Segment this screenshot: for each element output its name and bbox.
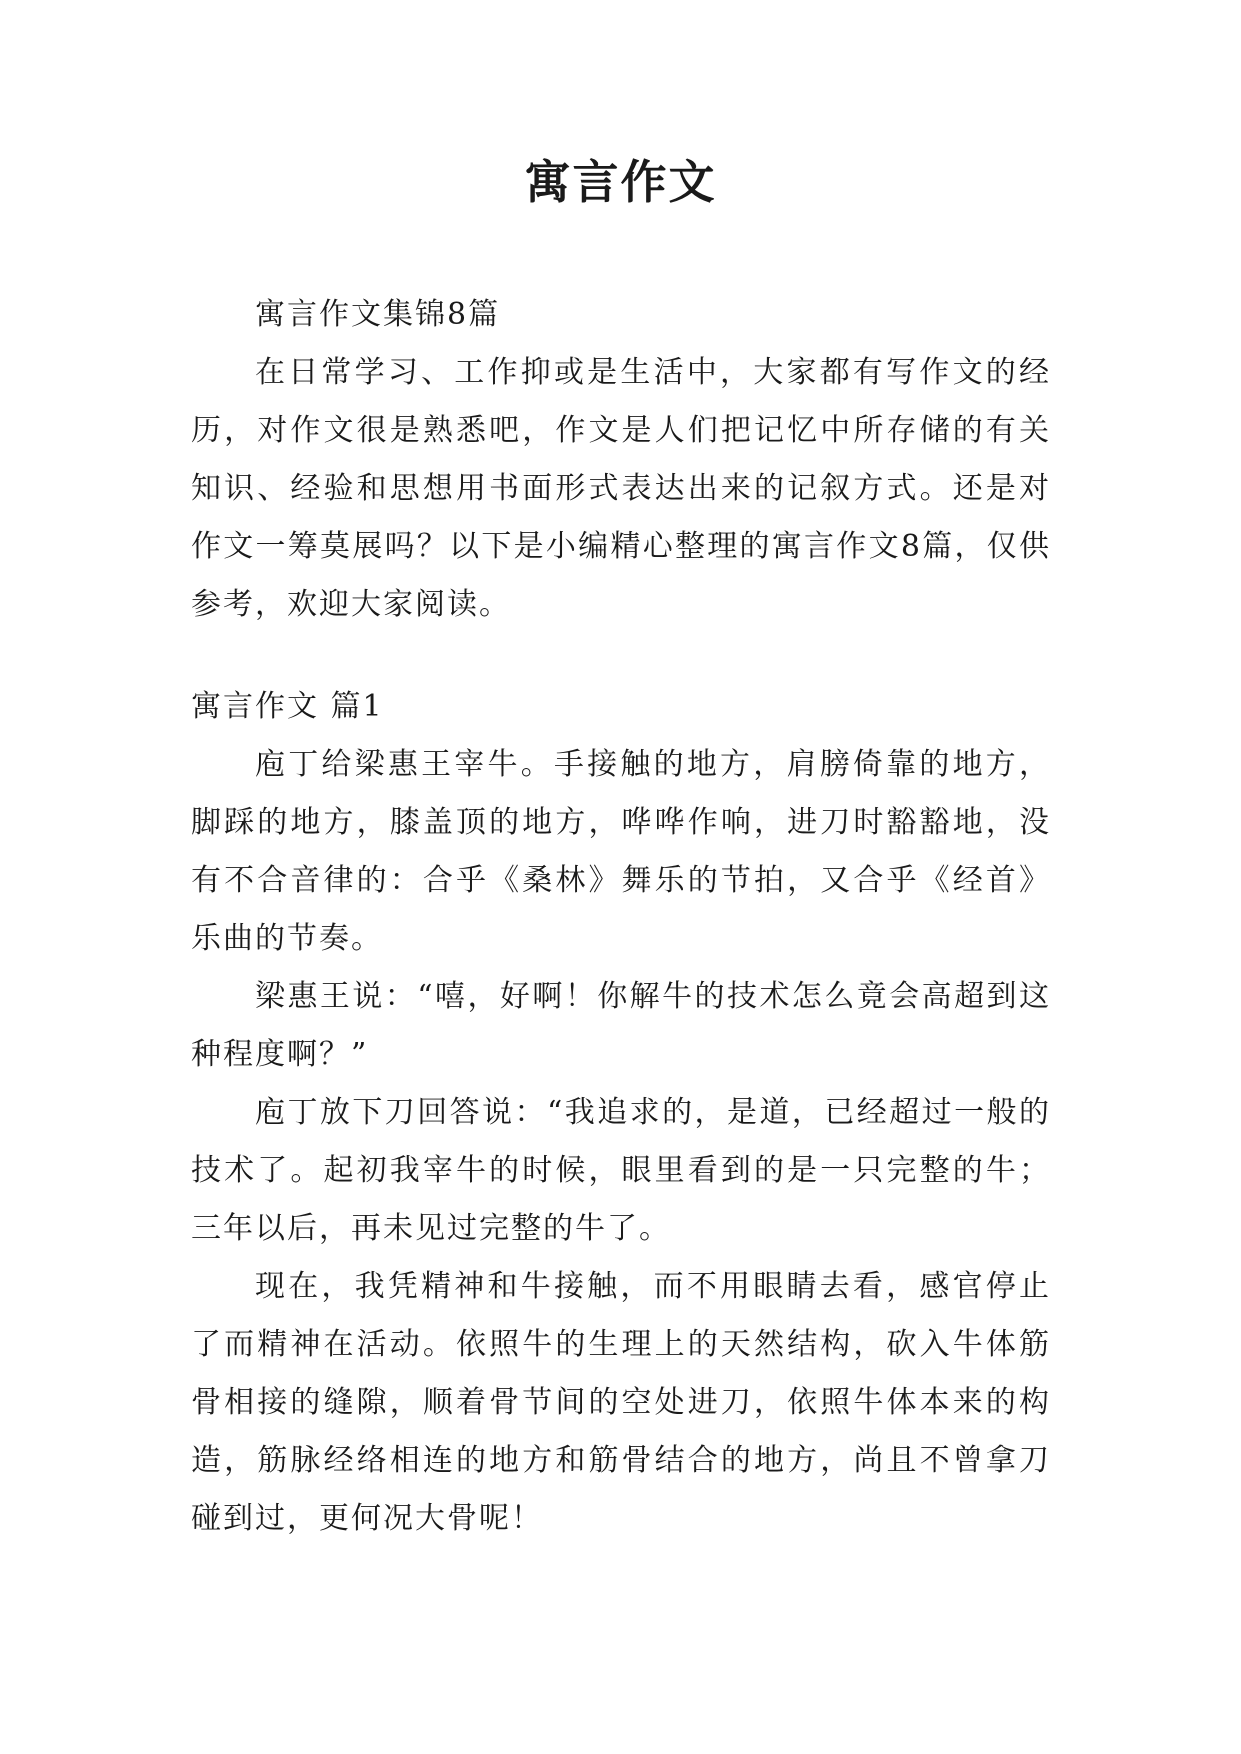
body-paragraph: 现在，我凭精神和牛接触，而不用眼睛去看，感官停止了而精神在活动。依照牛的生理上的天然结构，砍入牛体筋骨相接的缝隙，顺着骨节间的空处进刀，依照牛体本来的构造，筋脉经络相连的地方和筋骨结合的地方，尚且不曾拿刀碰到过，更何况大骨呢！ [191,1269,1051,1536]
document-subtitle: 寓言作文集锦8篇 [255,297,501,332]
body-paragraph: 庖丁给梁惠王宰牛。手接触的地方，肩膀倚靠的地方，脚踩的地方，膝盖顶的地方，哗哗作响，进刀时豁豁地，没有不合音律的：合乎《桑林》舞乐的节拍，又合乎《经首》乐曲的节奏。 [191,747,1051,956]
section-heading: 寓言作文 篇1 [191,689,384,724]
document-body [191,286,1051,1548]
intro-paragraph: 在日常学习、工作抑或是生活中，大家都有写作文的经历，对作文很是熟悉吧，作文是人们把记忆中所存储的有关知识、经验和思想用书面形式表达出来的记叙方式。还是对作文一筹莫展吗？以下是小编精心整理的寓言作文8篇，仅供参考，欢迎大家阅读。 [191,355,1051,622]
body-paragraph: 梁惠王说：“嘻，好啊！你解牛的技术怎么竟会高超到这种程度啊？” [191,979,1051,1072]
page-title: 寓言作文 [524,155,717,209]
body-paragraph: 庖丁放下刀回答说：“我追求的，是道，已经超过一般的技术了。起初我宰牛的时候，眼里看到的是一只完整的牛；三年以后，再未见过完整的牛了。 [191,1095,1051,1246]
